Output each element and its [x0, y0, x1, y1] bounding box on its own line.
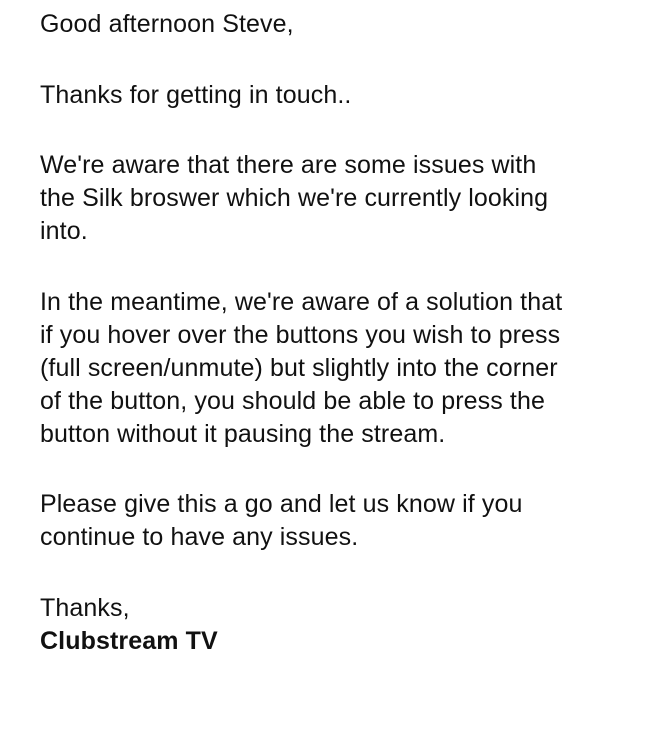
workaround-line: In the meantime, we're aware of a solution that	[40, 288, 563, 316]
workaround-line: of the button, you should be able to press the	[40, 387, 545, 415]
followup-paragraph	[40, 488, 650, 554]
signature: Clubstream TV	[40, 627, 218, 655]
workaround-line: (full screen/unmute) but slightly into the corner	[40, 354, 558, 382]
signoff-line: Thanks,	[40, 594, 130, 622]
followup-line: continue to have any issues.	[40, 523, 359, 551]
thanks-paragraph	[40, 79, 650, 112]
issue-paragraph	[40, 149, 650, 248]
greeting-line: Good afternoon Steve,	[40, 10, 294, 38]
email-body	[40, 0, 650, 658]
workaround-line: if you hover over the buttons you wish to press	[40, 321, 561, 349]
issue-line: the Silk broswer which we're currently looking	[40, 184, 549, 212]
workaround-paragraph	[40, 286, 650, 451]
issue-line: We're aware that there are some issues with	[40, 151, 537, 179]
issue-line: into.	[40, 217, 88, 245]
greeting-paragraph	[40, 8, 650, 41]
followup-line: Please give this a go and let us know if you	[40, 490, 523, 518]
signoff-block	[40, 592, 650, 658]
thanks-line: Thanks for getting in touch..	[40, 81, 352, 109]
workaround-line: button without it pausing the stream.	[40, 420, 446, 448]
